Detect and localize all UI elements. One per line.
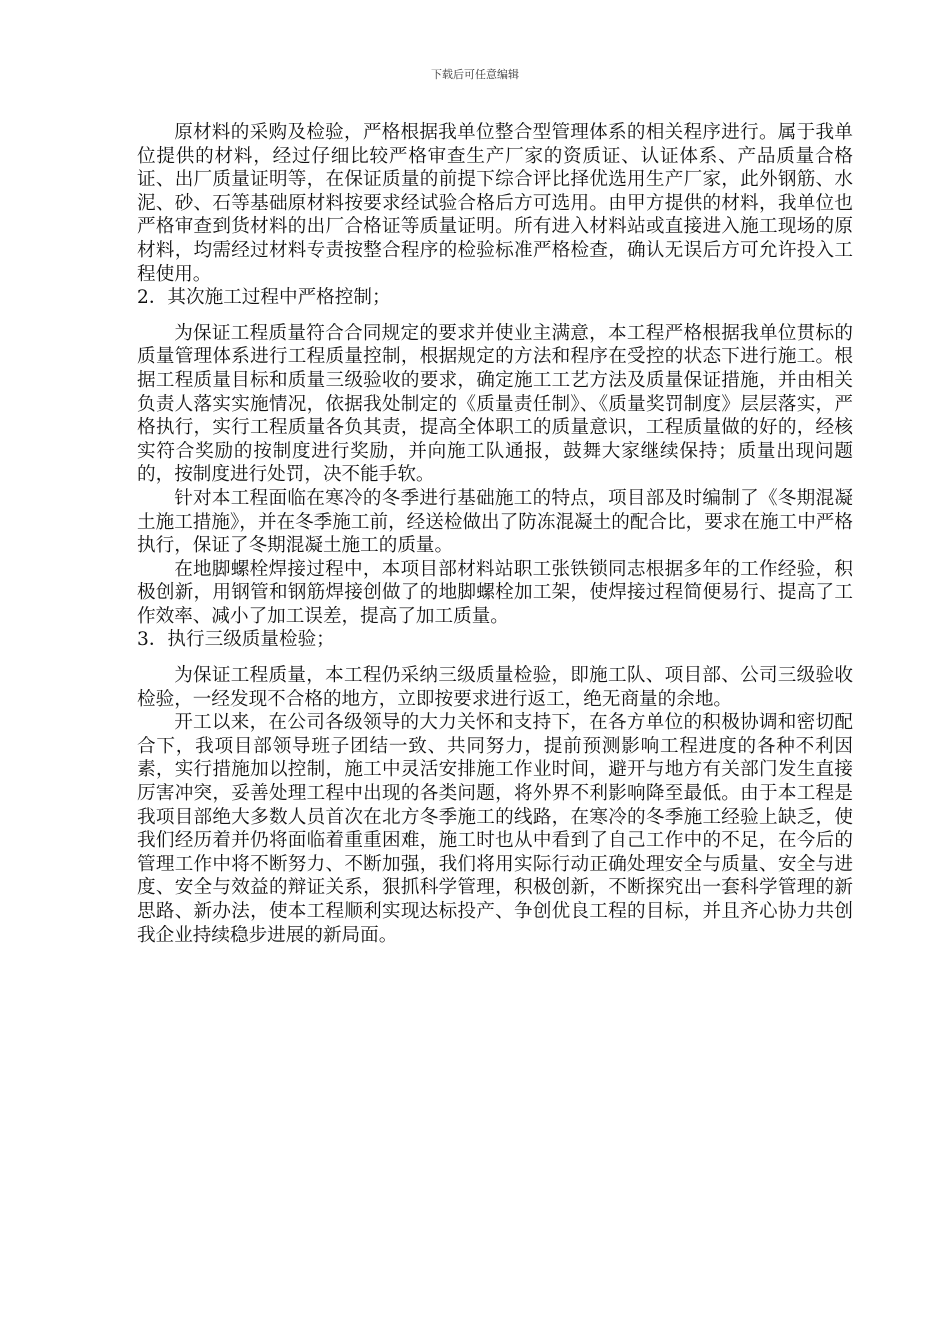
page-header-note: 下载后可任意编辑	[431, 68, 519, 81]
document-body	[137, 121, 853, 947]
paragraph-three-level-inspection: 为保证工程质量，本工程仍采纳三级质量检验，即施工队、项目部、公司三级验收检验，一经发现不合格的地方，立即按要求进行返工，绝无商量的余地。	[137, 665, 853, 710]
paragraph-winter-concrete: 针对本工程面临在寒冷的冬季进行基础施工的特点，项目部及时编制了《冬期混凝土施工措施》，并在冬季施工前，经送检做出了防冻混凝土的配合比，要求在施工中严格执行，保证了冬期混凝土施工的质量。	[137, 487, 853, 557]
paragraph-quality-control: 为保证工程质量符合合同规定的要求并使业主满意，本工程严格根据我单位贯标的质量管理体系进行工程质量控制，根据规定的方法和程序在受控的状态下进行施工。根据工程质量目标和质量三级验收的要求，确定施工工艺方法及质量保证措施，并由相关负责人落实实施情况，依据我处制定的《质量责任制》、《质量奖罚制度》层层落实，严格执行，实行工程质量各负其责，提高全体职工的质量意识，工程质量做的好的，经核实符合奖励的按制度进行奖励，并向施工队通报，鼓舞大家继续保持；质量出现问题的，按制度进行处罚，决不能手软。	[137, 322, 853, 486]
section-heading-2: 2．其次施工过程中严格控制；	[137, 287, 391, 309]
paragraph-conclusion: 开工以来，在公司各级领导的大力关怀和支持下，在各方单位的积极协调和密切配合下，我项目部领导班子团结一致、共同努力，提前预测影响工程进度的各种不利因素，实行措施加以控制，施工中灵活安排施工作业时间，避开与地方有关部门发生直接厉害冲突，妥善处理工程中出现的各类问题，将外界不利影响降至最低。由于本工程是我项目部绝大多数人员首次在北方冬季施工的线路，在寒冷的冬季施工经验上缺乏，使我们经历着并仍将面临着重重困难，施工时也从中看到了自己工作中的不足，在今后的管理工作中将不断努力、不断加强，我们将用实际行动正确处理安全与质量、安全与进度、安全与效益的辩证关系，狠抓科学管理，积极创新，不断探究出一套科学管理的新思路、新办法，使本工程顺利实现达标投产、争创优良工程的目标，并且齐心协力共创我企业持续稳步进展的新局面。	[137, 712, 853, 946]
paragraph-anchor-bolt: 在地脚螺栓焊接过程中，本项目部材料站职工张铁锁同志根据多年的工作经验，积极创新，用钢管和钢筋焊接创做了的地脚螺栓加工架，使焊接过程简便易行、提高了工作效率、减小了加工误差，提高了加工质量。	[137, 558, 853, 627]
paragraph-materials: 原材料的采购及检验，严格根据我单位整合型管理体系的相关程序进行。属于我单位提供的材料，经过仔细比较严格审查生产厂家的资质证、认证体系、产品质量合格证、出厂质量证明等，在保证质量的前提下综合评比择优选用生产厂家，此外钢筋、水泥、砂、石等基础原材料按要求经试验合格后方可选用。由甲方提供的材料，我单位也严格审查到货材料的出厂合格证等质量证明。所有进入材料站或直接进入施工现场的原材料，均需经过材料专责按整合程序的检验标准严格检查，确认无误后方可允许投入工程使用。	[137, 122, 853, 285]
section-heading-3: 3．执行三级质量检验；	[137, 629, 335, 651]
